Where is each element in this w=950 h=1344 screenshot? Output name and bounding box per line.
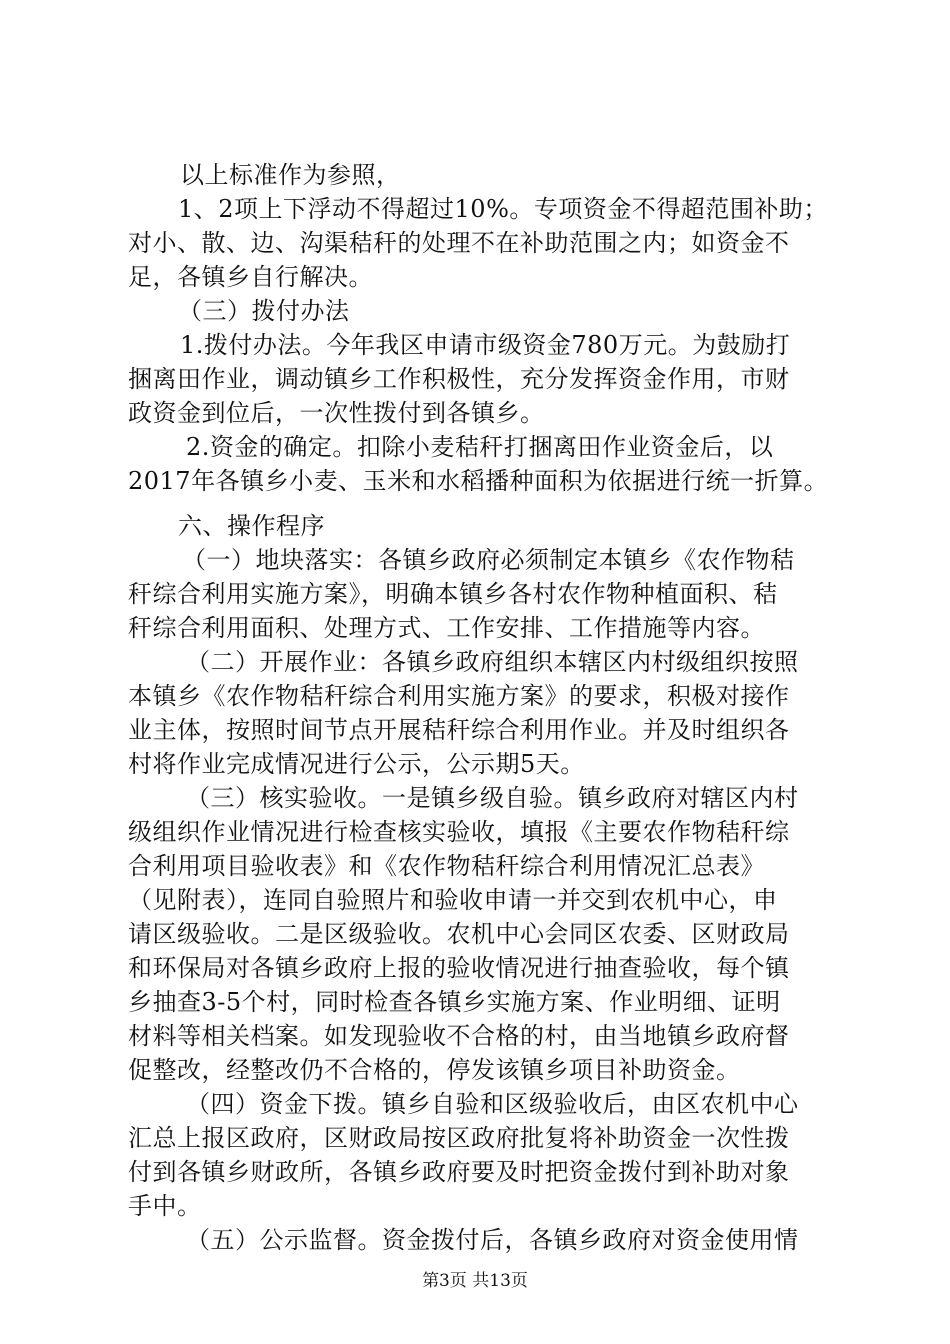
text-line: （二）开展作业：各镇乡政府组织本辖区内村级组织按照 [186,648,799,676]
text-line: 促整改，经整改仍不合格的，停发该镇乡项目补助资金。 [128,1056,741,1084]
text-line: 本镇乡《农作物秸秆综合利用实施方案》的要求，积极对接作 [128,682,790,710]
text-line: 政资金到位后，一次性拨付到各镇乡。 [128,399,545,427]
section-heading: （三）拨付办法 [178,297,350,325]
text-line: 1、2项上下浮动不得超过10%。专项资金不得超范围补助； [178,195,828,223]
text-line: （见附表），连同自验照片和验收申请一并交到农机中心，申 [128,886,778,914]
page-footer: 第3页 共13页 [422,1271,528,1291]
text-line: 秆综合利用面积、处理方式、工作安排、工作措施等内容。 [128,614,765,642]
text-line: 足，各镇乡自行解决。 [128,263,373,291]
text-line: 2.资金的确定。扣除小麦秸秆打捆离田作业资金后，以 [186,433,774,461]
text-line: 汇总上报区政府，区财政局按区政府批复将补助资金一次性拨 [128,1124,790,1152]
text-line: 乡抽查3-5个村，同时检查各镇乡实施方案、作业明细、证明 [128,988,781,1016]
text-line: 付到各镇乡财政所，各镇乡政府要及时把资金拨付到补助对象 [128,1158,790,1186]
text-line: 请区级验收。二是区级验收。农机中心会同区农委、区财政局 [128,920,790,948]
text-line: 2017年各镇乡小麦、玉米和水稻播种面积为依据进行统一折算。 [128,467,829,495]
text-line: 秆综合利用实施方案》，明确本镇乡各村农作物种植面积、秸 [128,580,778,608]
text-line: （三）核实验收。一是镇乡级自验。镇乡政府对辖区内村 [186,784,799,812]
text-line: 以上标准作为参照， [180,161,401,189]
text-line: 业主体，按照时间节点开展秸秆综合利用作业。并及时组织各 [128,716,790,744]
text-line: 和环保局对各镇乡政府上报的验收情况进行抽查验收，每个镇 [128,954,790,982]
text-line: 材料等相关档案。如发现验收不合格的村，由当地镇乡政府督 [128,1022,790,1050]
text-line: （一）地块落实：各镇乡政府必须制定本镇乡《农作物秸 [182,546,795,574]
section-heading: 六、操作程序 [178,512,325,540]
text-line: 1.拨付办法。今年我区申请市级资金780万元。为鼓励打 [180,331,791,359]
text-line: 村将作业完成情况进行公示，公示期5天。 [128,750,585,778]
text-line: 捆离田作业，调动镇乡工作积极性，充分发挥资金作用，市财 [128,365,790,393]
text-line: （四）资金下拨。镇乡自验和区级验收后，由区农机中心 [186,1090,799,1118]
text-line: 手中。 [128,1192,202,1220]
text-line: （五）公示监督。资金拨付后，各镇乡政府对资金使用情 [186,1226,799,1254]
text-line: 对小、散、边、沟渠秸秆的处理不在补助范围之内；如资金不 [128,229,790,257]
text-line: 级组织作业情况进行检查核实验收，填报《主要农作物秸秆综 [128,818,790,846]
text-line: 合利用项目验收表》和《农作物秸秆综合利用情况汇总表》 [128,852,765,880]
